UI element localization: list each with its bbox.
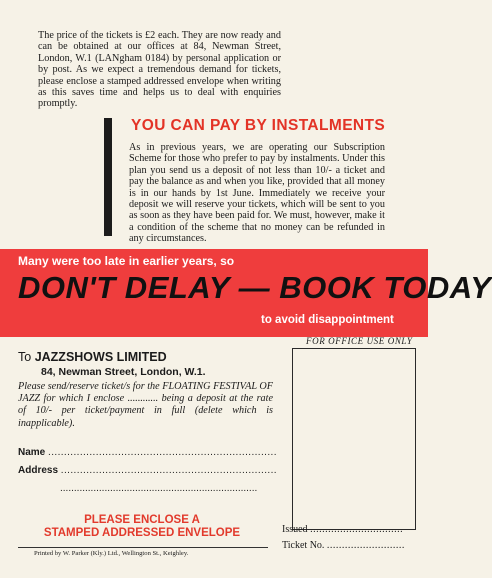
ticket-price-paragraph: The price of the tickets is £2 each. They are now ready and can be obtained at our offices at 84, Newman Street, London, W.1 (LANgham 0184) by personal application or by post. As we expect a tremendous demand for tickets, please enclose a stamped addressed envelope when writing as this saves time and helps us to deal with enquiries promptly.: [38, 30, 281, 110]
ticket-number-field[interactable]: [282, 540, 405, 551]
ticket-number-label: Ticket No.: [282, 540, 325, 551]
to-prefix: To: [18, 350, 32, 364]
instalments-side-bar: [104, 118, 112, 236]
banner-top-text: Many were too late in earlier years, so: [18, 254, 235, 268]
instalments-paragraph: As in previous years, we are operating our Subscription Scheme for those who prefer to pay by instalments. Under this plan you send us a deposit of not less than 10/- a ticket and pay the balance as and when you like, provided that all money is in our hands by 1st June. Immediately we receive your deposit we will reserve your tickets, which will be sent to you as soon as they have been paid for. We must, however, make it a condition of the scheme that no money can be refunded in any circumstances.: [129, 142, 385, 245]
bottom-rule: [18, 547, 268, 548]
instalments-heading: YOU CAN PAY BY INSTALMENTS: [131, 117, 386, 134]
issued-field[interactable]: [282, 524, 403, 535]
printer-credit: Printed by W. Parker (Kly.) Ltd., Wellington St., Keighley.: [34, 550, 189, 557]
enclose-line-2: STAMPED ADDRESSED ENVELOPE: [43, 527, 241, 539]
office-use-box: [292, 348, 416, 530]
issued-label: Issued: [282, 524, 308, 535]
address-label: Address: [18, 465, 59, 476]
company-address: 84, Newman Street, London, W.1.: [41, 366, 206, 378]
recipient-line: [18, 350, 167, 364]
enclose-envelope-notice: [22, 514, 262, 540]
banner-bottom-text: to avoid disappointment: [261, 314, 394, 326]
name-fill-line: ........................................................................: [48, 447, 277, 458]
enclose-line-1: PLEASE ENCLOSE A: [84, 514, 200, 526]
banner-headline: DON'T DELAY — BOOK TODAY: [18, 270, 492, 305]
issued-fill-line: ...............................: [310, 524, 404, 535]
office-use-label: FOR OFFICE USE ONLY: [306, 336, 413, 346]
order-request-text: Please send/reserve ticket/s for the FLOATING FESTIVAL OF JAZZ for which I enclose ............ being a deposit at the rate of 10/- per ticket/payment in full (delete which is inapplicable).: [18, 381, 273, 429]
name-label: Name: [18, 447, 46, 458]
address-field[interactable]: [18, 465, 277, 476]
address-fill-line: ....................................................................: [60, 465, 277, 476]
ticket-number-fill-line: ..........................: [326, 540, 405, 551]
company-name: JAZZSHOWS LIMITED: [34, 350, 167, 364]
name-field[interactable]: [18, 447, 277, 458]
address-fill-line-2[interactable]: .......................................................................: [60, 483, 258, 494]
